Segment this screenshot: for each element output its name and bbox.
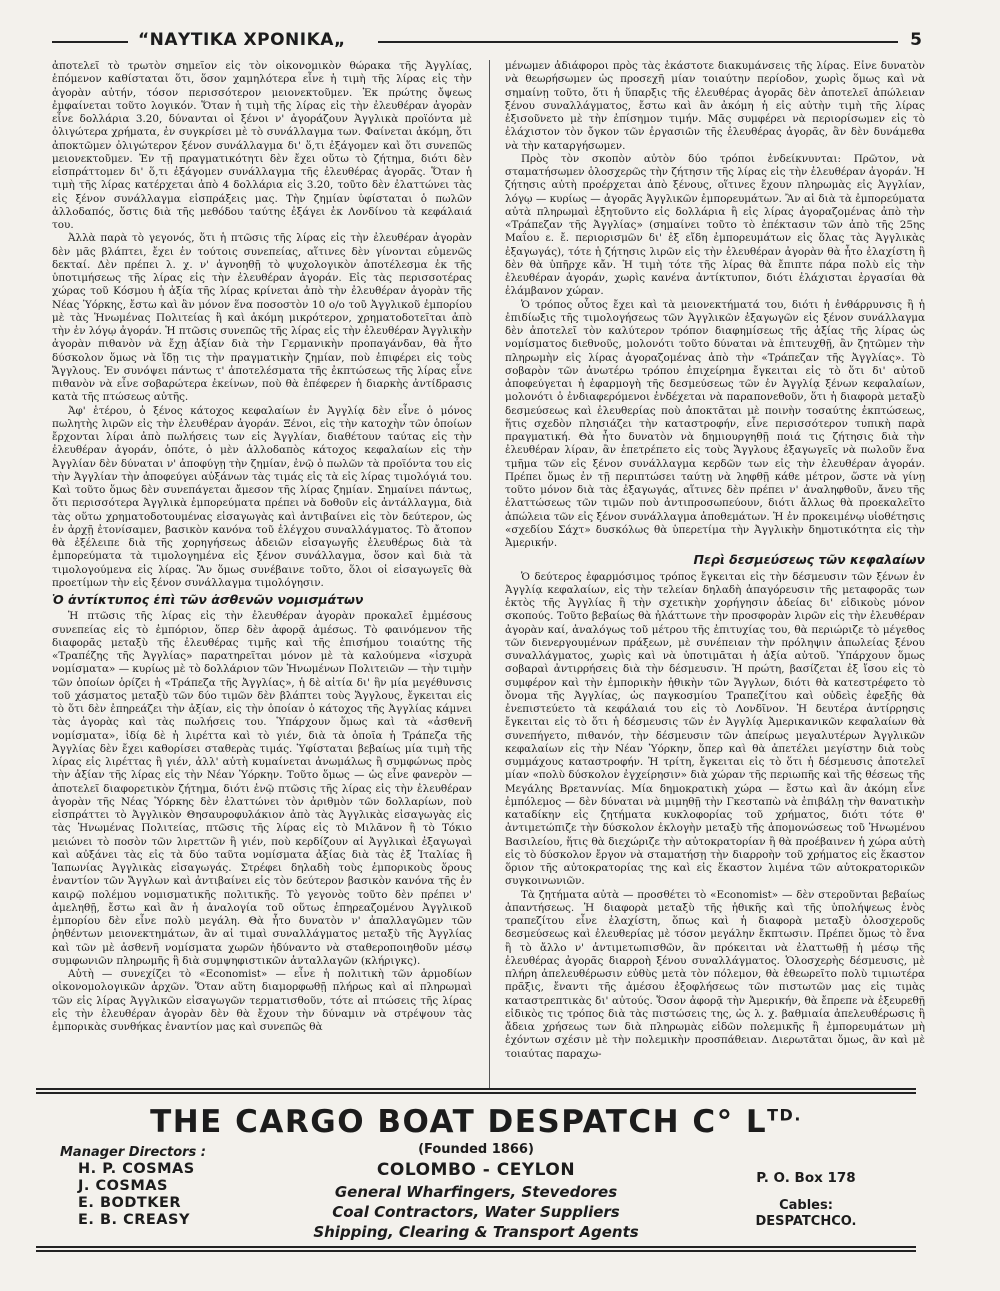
section-heading: Περὶ δεσμεύσεως τῶν κεφαλαίων — [693, 552, 925, 568]
paragraph: Ὁ δεύτερος ἐφαρμόσιμος τρόπος ἔγκειται εἰς τὴν δέσμευσιν τῶν ξένων ἐν Ἀγγλίᾳ κεφαλαίων, εἰς τὴν τελείαν δηλαδὴ ἀπαγόρευσιν τῆς μεταφορᾶς των ἐκτὸς τῆς Ἀγγλίας ἢ τὴν σχετικὴν χορήγησιν ἀδείας δι' εἰδικοὺς μόνον σκοπούς. Τοῦτο βεβαίως θὰ ἠλάττωνε τὴν προσφορὰν λιρῶν εἰς τὴν ἐλευθέραν ἀγορὰν καί, ἀναλόγως τοῦ μέτρου τῆς ἐπιτυχίας του, θὰ περιώριζε τὸ μέγεθος τῶν διενεργουμένων πράξεων, μὲ συνέπειαν τὴν πρόληψιν ἀπωλείας ξένου συναλλάγματος, χωρὶς καὶ νὰ ὑποτιμᾶται ἡ ἀξία αὐτοῦ. Ὑπάρχουν ὅμως σοβαραὶ ἀντιρρήσεις διὰ τὴν δέσμευσιν. Ἡ πρώτη, βασίζεται ἐξ ἴσου εἰς τὸ συμφέρον καὶ τὴν ἐμπορικὴν ἠθικὴν τῶν Ἄγγλων, διότι θὰ κατεστρέφετο τὸ ὄνομα τῆς Ἀγγλίας, ὡς παγκοσμίου Τραπεζίτου καὶ οὐδεὶς ἐφεξῆς θὰ ἐνεπιστεύετο τὰ κεφάλαιά του εἰς τὸ Λονδῖνον. Ἡ δευτέρα ἀντίρρησις ἔγκειται εἰς τὸ ὅτι ἡ δέσμευσις τῶν ἐν Ἀγγλίᾳ Ἀμερικανικῶν κεφαλαίων θὰ συνεπήγετο, πιθανόν, τὴν δέσμευσιν τῶν ἀπείρως μεγαλυτέρων Ἀγγλικῶν κεφαλαίων εἰς τὴν Νέαν Ὑόρκην, ὅπερ καὶ θὰ ἀπετέλει μεγίστην διὰ τοὺς συμμάχους καταστροφήν. Ἡ τρίτη, ἔγκειται εἰς τὸ ὅτι ἡ δέσμευσις ἀποτελεῖ μίαν «πολὺ δύσκολον ἐγχείρησιν» διὰ χώραν τῆς περιωπῆς καὶ τῆς θέσεως τῆς Μεγάλης Βρεταννίας. Μία δημοκρατικὴ χώρα — ἔστω καὶ ἂν ἀκόμη εἶνε ἐμπόλεμος — δὲν δύναται νὰ μιμηθῇ τὴν Γκεσταπὼ νὰ ἐπιβάλῃ τὴν θανατικὴν καταδίκην εἰς ζητήματα κυκλοφορίας τοῦ χρήματος, διότι τότε θ' ἀντιμετώπιζε τὴν δύσκολον ἐκλογὴν μεταξὺ τῆς ἀπομονώσεως τοῦ Ἡνωμένου Βασιλείου, ἥτις θὰ διεχώριζε τὴν αὐτοκρατορίαν ἢ θὰ προέβαινεν ἡ χώρα αὐτὴ εἰς τὸ δύσκολον ἔργον νὰ σταματήσῃ τὴν διαρροὴν τοῦ χρήματος εἰς ἕκαστον ὅριον τῆς αὐτοκρατορίας της καὶ εἰς ἕκαστον λιμένα τῶν αὐτοκρατορικῶν συγκοινωνιῶν. — [505, 570, 925, 888]
left-column — [52, 60, 472, 1088]
paragraph: Αὐτὴ — συνεχίζει τὸ «Economist» — εἶνε ἡ πολιτικὴ τῶν ἁρμοδίων οἰκονομολογικῶν ἀρχῶν. Ὅταν αὕτη διαμορφωθῇ πλήρως καὶ αἱ πληρωμαὶ τῶν εἰς λίρας Ἀγγλικῶν εἰσαγωγῶν τερματισθοῦν, τότε αἱ πτώσεις τῆς λίρας εἰς τὴν ἐλευθέραν ἀγορὰν δὲν θὰ ἔχουν τὴν δύναμιν νὰ στρέψουν τὰς ἐμπορικὰς συνθήκας ἐναντίον μας καὶ συνεπῶς θὰ — [52, 968, 472, 1033]
manager-name: E. BODTKER — [78, 1195, 182, 1211]
right-column — [505, 60, 925, 1088]
page-header — [52, 30, 922, 54]
header-rule-right — [378, 41, 898, 43]
header-rule-left — [52, 41, 128, 43]
article-body — [52, 60, 926, 1088]
service-line: Shipping, Clearing & Transport Agents — [313, 1223, 639, 1241]
service-line: Coal Contractors, Water Suppliers — [332, 1203, 620, 1221]
column-divider — [489, 60, 490, 1088]
po-box: P. O. Box 178 — [756, 1170, 856, 1186]
paragraph: μένωμεν ἀδιάφοροι πρὸς τὰς ἑκάστοτε διακυμάνσεις τῆς λίρας. Εἶνε δυνατὸν νὰ θεωρήσωμεν ὡς προσεχῆ μίαν τοιαύτην περίοδον, χωρὶς ὅμως καὶ νὰ σημαίνῃ τοῦτο, ὅτι ἡ ὕπαρξις τῆς ἐλευθέρας ἀγορᾶς δὲν ἀποτελεῖ ἀπώλειαν ξένου συναλλάγματος, ἔστω καὶ ἂν ἀκόμη ἡ εἰς αὐτὴν τιμὴ τῆς λίρας ἐξισοῦνετο μὲ τὴν ἐπίσημον τιμήν. Μᾶς συμφέρει νὰ περιορίσωμεν εἰς τὸ ἐλάχιστον τὸν ὄγκον τῶν ἐργασιῶν τῆς ἐλευθέρας ἀγορᾶς, ἂν δὲν δυνάμεθα νὰ τὴν καταργήσωμεν. — [505, 60, 925, 152]
services-list — [256, 1182, 696, 1242]
service-line: General Wharfingers, Stevedores — [334, 1183, 618, 1201]
founded-year: (Founded 1866) — [418, 1142, 534, 1157]
page-number: 5 — [910, 30, 922, 50]
cables-label: Cables: — [779, 1198, 833, 1213]
company-location: COLOMBO - CEYLON — [376, 1160, 576, 1180]
paragraph: ἀποτελεῖ τὸ τρωτὸν σημεῖον εἰς τὸν οἰκονομικὸν θώρακα τῆς Ἀγγλίας, ἑπόμενον καθίσταται ὅτι, ὅσον χαμηλότερα εἶνε ἡ τιμὴ τῆς λίρας εἰς τὴν ἀγορὰν αὐτήν, τόσον περισσότερον μειονεκτοῦμεν. Ἐκ πρώτης ὄψεως ἐμφαίνεται τοῦτο λογικόν. Ὅταν ἡ τιμὴ τῆς λίρας εἰς τὴν ἐλευθέραν ἀγορὰν εἶνε δολλάρια 3.20, δύνανται οἱ ξένοι ν' ἀγοράζουν Ἀγγλικὰ προϊόντα μὲ ὀλιγώτερα χρήματα, ἐν συγκρίσει μὲ τὸ συνάλλαγμα των. Φαίνεται ἀκόμη, ὅτι ἀποκτῶμεν ὀλιγώτερον ξένον συνάλλαγμα δι' ὅ,τι ἐξάγομεν καὶ ὅτι συνεπῶς μειονεκτοῦμεν. Ἐν τῇ πραγματικότητι δὲν ἔχει οὕτω τὸ ζήτημα, διότι δὲν εἰσπράττομεν δι' ὅ,τι ἐξάγομεν συνάλλαγμα τῆς ἐλευθέρας ἀγορᾶς. Ὅταν ἡ τιμὴ τῆς λίρας κατέρχεται ἀπὸ 4 δολλάρια εἰς 3.20, τοῦτο δὲν ἐλαττώνει τὰς εἰς ξένον συνάλλαγμα εἰσπράξεις μας. Τὴν ζημίαν ὑφίσταται ὁ πωλῶν ἀλλοδαπός, ὅστις διὰ τῆς μεθόδου ταύτης ἐξάγει ἐκ Λονδίνου τὰ κεφάλαιά του. — [52, 60, 472, 231]
paragraph: Πρὸς τὸν σκοπὸν αὐτὸν δύο τρόποι ἐνδείκνυνται: Πρῶτον, νὰ σταματήσωμεν ὁλοσχερῶς τὴν ζήτησιν τῆς λίρας εἰς τὴν ἐλευθέραν ἀγοράν. Ἡ ζήτησις αὐτὴ προέρχεται ἀπὸ ξένους, οἵτινες ἔχουν πληρωμὰς εἰς Ἀγγλίαν, λόγῳ — κυρίως — ἀγορᾶς Ἀγγλικῶν ἐμπορευμάτων. Ἂν αἱ διὰ τὰ ἐμπορεύματα αὐτὰ πληρωμαὶ ἐξητοῦντο εἰς δολλάρια ἢ εἰς λίρας ἀγοραζομένας ἀπὸ τὴν «Τράπεζαν τῆς Ἀγγλίας» (σημαίνει τοῦτο τὸ ἐπέκτασιν τῶν ἀπὸ τῆς 25ης Μαΐου ε. ἔ. περιορισμῶν δι' ἐξ εἴδη ἐμπορευμάτων εἰς ὅλας τὰς Ἀγγλικὰς ἐξαγωγάς), τότε ἡ ζήτησις λιρῶν εἰς τὴν ἐλευθέραν ἀγορὰν θὰ ἦτο ἐλαχίστη ἢ δὲν θὰ ὑπῆρχε κἄν. Ἡ τιμὴ τότε τῆς λίρας θὰ ἔπιπτε πάρα πολὺ εἰς τὴν ἐλευθέραν ἀγοράν, χωρὶς κανένα ἀντίκτυπον, διότι ἐλάχισται ἐργασίαι θὰ ἐλάμβανον χώραν. — [505, 152, 925, 298]
company-name-text: THE CARGO BOAT DESPATCH C° L — [150, 1104, 768, 1140]
paragraph: Ἀλλὰ παρὰ τὸ γεγονός, ὅτι ἡ πτῶσις τῆς λίρας εἰς τὴν ἐλευθέραν ἀγορὰν δὲν μᾶς βλάπτει, ἔχει ἐν τούτοις συνεπείας, αἵτινες δὲν γίνονται εὐμενῶς δεκταί. Δὲν πρέπει λ. χ. ν' ἀγνοηθῇ τὸ ψυχολογικὸν ἀποτέλεσμα ἐκ τῆς ὑποτιμήσεως τῆς λίρας εἰς τὴν ἐλευθέραν ἀγοράν. Εἰς τὰς περισσοτέρας χώρας τοῦ Κόσμου ἡ ἀξία τῆς λίρας κρίνεται ἀπὸ τὴν ἐλευθέραν ἀγορὰν τῆς Νέας Ὑόρκης, ἔστω καὶ ἂν μόνον ἕνα ποσοστὸν 10 ο/ο τοῦ Ἀγγλικοῦ ἐμπορίου μὲ τὰς Ἡνωμένας Πολιτείας ἢ καὶ ἀκόμη μικρότερον, χρηματοδοτεῖται ἀπὸ τὴν ἐν λόγῳ ἀγοράν. Ἡ πτῶσις συνεπῶς τῆς λίρας εἰς τὴν ἐλευθέραν Ἀγγλικὴν ἀγορὰν πιθανὸν νὰ ἔχῃ ἀξίαν διὰ τὴν Γερμανικὴν προπαγάνδαν, θὰ ἦτο δύσκολον ὅμως νὰ ἴδῃ τις τὴν πραγματικὴν ζημίαν, ποὺ ἐπιφέρει εἰς τοὺς Ἄγγλους. Ἐν συνόψει πάντως τ' ἀποτελέσματα τῆς ἐκπτώσεως τῆς λίρας εἶνε πιθανὸν νὰ εἶνε σοβαρώτερα ἐκείνων, ποὺ θὰ ἐπέφερεν ἡ διαρκὴς ἀντίδρασις κατὰ τῆς πτώσεως αὐτῆς. — [52, 232, 472, 404]
company-name — [36, 1104, 916, 1140]
paragraph: Ἀφ' ἑτέρου, ὁ ξένος κάτοχος κεφαλαίων ἐν Ἀγγλίᾳ δὲν εἶνε ὁ μόνος πωλητὴς λιρῶν εἰς τὴν ἐλευθέραν ἀγοράν. Ξένοι, εἰς τὴν κατοχὴν τῶν ὁποίων ἔρχονται λίραι ἀπὸ πωλήσεις των εἰς Ἀγγλίαν, διαθέτουν ταύτας εἰς τὴν ἐλευθέραν ἀγοράν, ὁπότε, ὁ μὲν ἀλλοδαπὸς κάτοχος κεφαλαίων εἰς τὴν Ἀγγλίαν δὲν δύναται ν' ἀποφύγῃ τὴν ζημίαν, ἐνῷ ὁ πωλῶν τὰ προϊόντα του εἰς τὴν Ἀγγλίαν τὴν ἀποφεύγει αὐξάνων τὰς τιμάς εἰς τὰ εἰς λίρας τιμολόγιά του. Καὶ τοῦτο ὅμως δὲν συνεπάγεται ἄμεσον τῆς λίρας ζημίαν. Σημαίνει πάντως, ὅτι περισσότερα Ἀγγλικὰ ἐμπορεύματα πρέπει νὰ δοθοῦν εἰς ἀντάλλαγμα, διὰ τὰς οὕτω χρηματοδοτουμένας εἰσαγωγὰς καὶ ἀντιβαίνει εἰς τὸν δεύτερον, ὡς ἐν ἀρχῇ ἐτονίσαμεν, βασικὸν κανόνα τοῦ ἐλέγχου συναλλάγματος. Τὸ ἄτοπον θὰ ἐξέλειπε διὰ τῆς χορηγήσεως ἀδειῶν εἰσαγωγῆς ἐλευθέρως διὰ τὰ ἐμπορεύματα τὰ τιμολογημένα εἰς ξένον συνάλλαγμα, ὅσον καὶ διὰ τὰ τιμολογούμενα εἰς λίρας. Ἂν ὅμως συνέβαινε τοῦτο, ὅλοι οἱ εἰσαγωγεῖς θὰ προετίμων τὴν εἰς ξένον συνάλλαγμα τιμολόγησιν. — [52, 404, 472, 589]
cables-value: DESPATCHCO. — [755, 1214, 857, 1229]
company-ltd-suffix: TD. — [767, 1105, 802, 1125]
manager-directors — [60, 1144, 260, 1229]
manager-name: H. P. COSMAS — [78, 1161, 195, 1177]
manager-name: E. B. CREASY — [78, 1212, 190, 1228]
cargo-boat-advertisement — [36, 1088, 916, 1252]
manager-name: J. COSMAS — [78, 1178, 168, 1194]
paragraph: Ἡ πτῶσις τῆς λίρας εἰς τὴν ἐλευθέραν ἀγορὰν προκαλεῖ ἐμμέσους συνεπείας εἰς τὸ ἐμπόριον, ὅπερ δὲν ἀφορᾷ ἀμέσως. Τὸ φαινόμενον τῆς διαφορᾶς μεταξὺ τῆς ἐλευθέρας τιμῆς καὶ τῆς ἐπισήμου τοιαύτης τῆς «Τραπέζης τῆς Ἀγγλίας» παρατηρεῖται μόνον μὲ τὰ καλούμενα «ἰσχυρὰ νομίσματα» — κυρίως μὲ τὸ δολλάριον τῶν Ἡνωμένων Πολιτειῶν — τὴν τιμὴν τῶν ὁποίων ὁρίζει ἡ «Τράπεζα τῆς Ἀγγλίας», ἡ δὲ αἰτία δι' ἣν μία μεγέθυνσις τοῦ χάσματος μεταξὺ τῶν δύο τιμῶν δὲν βλάπτει τοὺς Ἄγγλους, ἔγκειται εἰς τὸ ὅτι δὲν ἐπηρεάζει τὴν ἀξίαν, εἰς τὴν ὁποίαν ὁ κάτοχος τῆς Ἀγγλίας κάμνει τὰς ἀγορὰς καὶ τὰς πωλήσεις του. Ὑπάρχουν ὅμως καὶ τὰ «ἀσθενῆ νομίσματα», ἰδίᾳ δὲ ἡ λιρέττα καὶ τὸ γιέν, διὰ τὰ ὁποῖα ἡ Τράπεζα τῆς Ἀγγλίας δὲν ἔχει καθορίσει σταθερὰς τιμάς. Ὑφίσταται βεβαίως μία τιμὴ τῆς λίρας εἰς λιρέττας ἢ γιέν, ἀλλ' αὐτὴ κυμαίνεται ἀνωμάλως ἢ συμφώνως πρὸς τὴν ἀξίαν τῆς λίρας εἰς τὴν Νέαν Ὑόρκην. Τοῦτο ὅμως — ὡς εἶνε φανερὸν — ἀποτελεῖ διαφορετικὸν ζήτημα, διότι ἐνῷ πτῶσις τῆς λίρας εἰς τὴν ἐλευθέραν ἀγορὰν τῆς Νέας Ὑόρκης δὲν ἐλαττώνει τὸν ἀριθμὸν τῶν δολλαρίων, ποὺ εἰσπράττει τὸ Ἀγγλικὸν Θησαυροφυλάκιον ἀπὸ τὰς Ἀγγλικὰς εἰσαγωγὰς εἰς τὰς Ἡνωμένας Πολιτείας, πτῶσις τῆς λίρας εἰς τὸ Μιλᾶνον ἢ τὸ Τόκιο μειώνει τὸ ποσὸν τῶν λιρεττῶν ἢ γιέν, ποὺ κερδίζουν αἱ Ἀγγλικαὶ ἐξαγωγαὶ καὶ αὐξάνει τὰς εἰς τὰ δύο ταῦτα νομίσματα ἀξίας διὰ τὰς ἐξ Ἰταλίας ἢ Ἰαπωνίας Ἀγγλικὰς εἰσαγωγάς. Στρέφει δηλαδὴ τοὺς ἐμπορικοὺς ὅρους ἐναντίον τῶν Ἄγγλων καὶ ἀντιβαίνει εἰς τὸν δεύτερον βασικὸν κανόνα τῆς ἐν καιρῷ πολέμου νομισματικῆς πολιτικῆς. Τὸ γεγονὸς τοῦτο δὲν πρέπει ν' ἀμεληθῇ, ἔστω καὶ ἂν ἡ ἀναλογία τοῦ οὕτως ἐπηρεαζομένου Ἀγγλικοῦ ἐμπορίου δὲν εἶνε πολὺ μεγάλη. Θὰ ἦτο δυνατὸν ν' ἀπαλλαγῶμεν τῶν ῥηθέντων μειονεκτημάτων, ἂν αἱ τιμαὶ συναλλάγματος μεταξὺ τῆς Ἀγγλίας καὶ τῶν μὲ ἀσθενῆ νομίσματα χωρῶν ἠδύναντο νὰ σταθεροποιηθοῦν μέσῳ συμφωνιῶν πληρωμῆς ἢ διὰ συμψηφιστικῶν ἀνταλλαγῶν (κλήριγκς). — [52, 610, 472, 967]
paragraph: Τὰ ζητήματα αὐτὰ — προσθέτει τὸ «Economist» — δὲν στεροῦνται βεβαίως ἀπαντήσεως. Ἡ διαφορὰ μεταξὺ τῆς ἠθικῆς καὶ τῆς ὑπολήψεως ἑνὸς τραπεζίτου εἶνε ἐλαχίστη, ὅπως καὶ ἡ διαφορὰ μεταξὺ ὁλοσχεροῦς δεσμεύσεως καὶ ἐλευθερίας μὲ τόσον μεγάλην ἔκπτωσιν. Πρέπει ὅμως τὸ ἕνα ἢ τὸ ἄλλο ν' ἀντιμετωπισθῶν, ἂν πρόκειται νὰ ἐλαττωθῇ ἡ μέσῳ τῆς ἐλευθέρας ἀγορᾶς διαρροὴ ξένου συναλλάγματος. Ὁλοσχερὴς δέσμευσις, μὲ πλήρη ἀπελευθέρωσιν εὐθὺς μετὰ τὸν πόλεμον, θὰ ἐθεωρεῖτο πολὺ τιμιωτέρα πρᾶξις, ἔναντι τῆς ἀμέσου ἐξοφλήσεως τῶν πιστωτῶν μας εἰς τιμὰς καταστρεπτικὰς δι' αὐτούς. Ὅσον ἀφορᾷ τὴν Ἀμερικήν, θὰ ἔπρεπε νὰ ἐξευρεθῇ εἰδικὸς τις τρόπος διὰ τὰς πιστώσεις της, ὡς λ. χ. βαθμιαία ἀπελευθέρωσις ἢ ἄδεια χρήσεως των διὰ πληρωμὰς εἰδῶν πολεμικῆς ἢ ἐμπορευμάτων μὴ ἐχόντων σχέσιν μὲ τὴν πολεμικὴν προσπάθειαν. Διερωτᾶται ὅμως, ἂν καὶ μὲ τοιαύτας παραχω- — [505, 888, 925, 1060]
managers-heading: Manager Directors : — [60, 1145, 206, 1160]
cables-address — [736, 1198, 876, 1230]
section-heading: Ὁ ἀντίκτυπος ἐπὶ τῶν ἀσθενῶν νομισμάτων — [52, 592, 364, 607]
magazine-title: “ΝΑΥΤΙΚΑ ΧΡΟΝΙΚΑ„ — [138, 30, 346, 50]
paragraph: Ὁ τρόπος οὗτος ἔχει καὶ τὰ μειονεκτήματά του, διότι ἡ ἐνθάρρυνσις ἢ ἡ ἐπιδίωξις τῆς τιμολογήσεως τῶν Ἀγγλικῶν ἐξαγωγῶν εἰς ξένον συνάλλαγμα δὲν ἀποτελεῖ τὸν καλύτερον τρόπον διαφημίσεως τῆς ἀξίας τῆς λίρας ὡς νομίσματος διεθνοῦς, μολονότι τοῦτο δύναται νὰ ἐπιτευχθῇ, ἂν ζητῶμεν τὴν πληρωμὴν εἰς λίρας ἀγοραζομένας ἀπὸ τὴν «Τράπεζαν τῆς Ἀγγλίας». Τὸ σοβαρὸν τῶν ἀνωτέρω τρόπου ἐπιχείρημα ἔγκειται εἰς τὸ ὅτι δι' αὐτοῦ ἀποφεύγεται ἡ ἐφαρμογὴ τῆς δεσμεύσεως τῶν ἐν Ἀγγλίᾳ ξένων κεφαλαίων, μολονότι ὁ ἐνδιαφερόμενοι ἐνδέχεται νὰ παραπονεθοῦν, ὅτι ἡ διαφορὰ μεταξὺ δεσμεύσεως καὶ ἐλευθερίας ποὺ ἀποκτᾶται μὲ ποινὴν τοσαύτης ἐκπτώσεως, ἥτις σχεδὸν πλησιάζει τὴν καταστροφήν, εἶνε περισσότερον τυπικὴ παρὰ πραγματική. Θὰ ἦτο δυνατὸν νὰ δημιουργηθῇ ποιά τις ζήτησις διὰ τὴν ἐλευθέραν λίραν, ἂν ἐπετρέπετο εἰς τοὺς Ἄγγλους ἐξαγωγεῖς νὰ πωλοῦν ἕνα τμῆμα τῶν εἰς ξένον συνάλλαγμα κερδῶν των εἰς τὴν ἐλευθέραν ἀγοράν. Πρέπει ὅμως ἐν τῇ περιπτώσει ταύτῃ νὰ ληφθῇ κάθε μέτρον, ὥστε νὰ γίνῃ τοῦτο μόνον διὰ τὰς ἐξαγωγάς, αἵτινες δὲν πρέπει ν' ἀναληφθοῦν, ἄνευ τῆς ἐλαττώσεως τῶν τιμῶν ποὺ ἀντιπροσωπεύουν, διότι ἄλλως θὰ προεκαλεῖτο ἀπώλεια τῶν εἰς ξένον συνάλλαγμα ἀποθεμάτων. Ἡ ἐν προκειμένῳ υἱοθέτησις «σχεδίου Σάχτ» δυσκόλως θὰ ὑπερετίμα τὴν Ἀγγλικὴν δημοτικότητα εἰς τὴν Ἀμερικήν. — [505, 298, 925, 549]
